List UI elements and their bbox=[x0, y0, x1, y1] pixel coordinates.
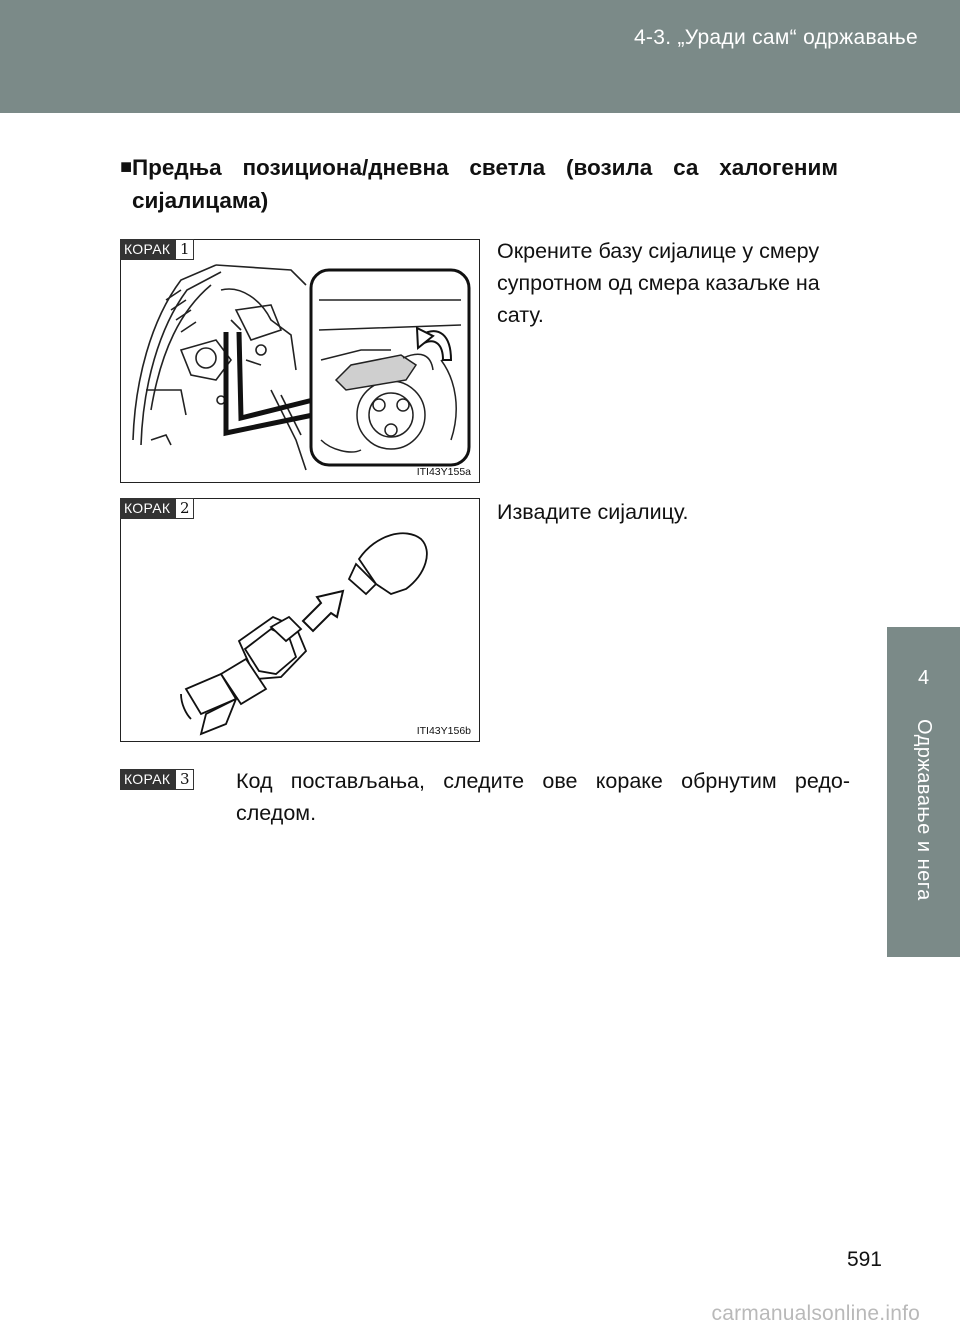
step-word: КОРАК bbox=[120, 239, 176, 260]
chapter-number: 4 bbox=[917, 667, 930, 689]
headlight-bulb-removal-illustration bbox=[121, 240, 478, 481]
header-section-title: 4-3. „Уради сам“ одржавање bbox=[633, 26, 918, 49]
step3-text-line1: Код постављања, следите ове кораке обрнутим редо- bbox=[236, 769, 850, 793]
chapter-side-tab bbox=[887, 627, 960, 957]
step3-text-line2: следом. bbox=[236, 801, 317, 825]
step1-text bbox=[497, 235, 857, 331]
step-word: КОРАК bbox=[120, 769, 176, 790]
step1-badge bbox=[120, 239, 194, 260]
step-word: КОРАК bbox=[120, 498, 176, 519]
section-title-line2: сијалицама) bbox=[132, 188, 269, 213]
step2-figure bbox=[120, 498, 480, 742]
chapter-label: Одржавање и нега bbox=[913, 719, 935, 901]
step1-figure bbox=[120, 239, 480, 483]
section-title-line1: Предња позициона/дневна светла (возила са халогеним bbox=[132, 155, 838, 180]
figure2-caption: ITI43Y156b bbox=[416, 725, 471, 737]
step-number: 2 bbox=[176, 498, 194, 519]
step3-text bbox=[236, 765, 850, 829]
step1-text-line3: сату. bbox=[497, 303, 544, 327]
figure1-caption: ITI43Y155a bbox=[416, 466, 471, 478]
step2-text-line1: Извадите сијалицу. bbox=[497, 500, 689, 524]
step2-badge bbox=[120, 498, 194, 519]
step2-text bbox=[497, 496, 857, 528]
step1-text-line1: Окрените базу сијалице у смеру bbox=[497, 239, 820, 263]
step-number: 3 bbox=[176, 769, 194, 790]
watermark: carmanualsonline.info bbox=[711, 1302, 920, 1325]
bulb-extraction-illustration bbox=[121, 499, 478, 740]
step3-badge bbox=[120, 769, 194, 790]
page-number: 591 bbox=[846, 1248, 882, 1271]
step-number: 1 bbox=[176, 239, 194, 260]
square-bullet-icon: ■ bbox=[120, 156, 133, 178]
step1-text-line2: супротном од смера казаљке на bbox=[497, 271, 820, 295]
header-band bbox=[0, 0, 960, 113]
